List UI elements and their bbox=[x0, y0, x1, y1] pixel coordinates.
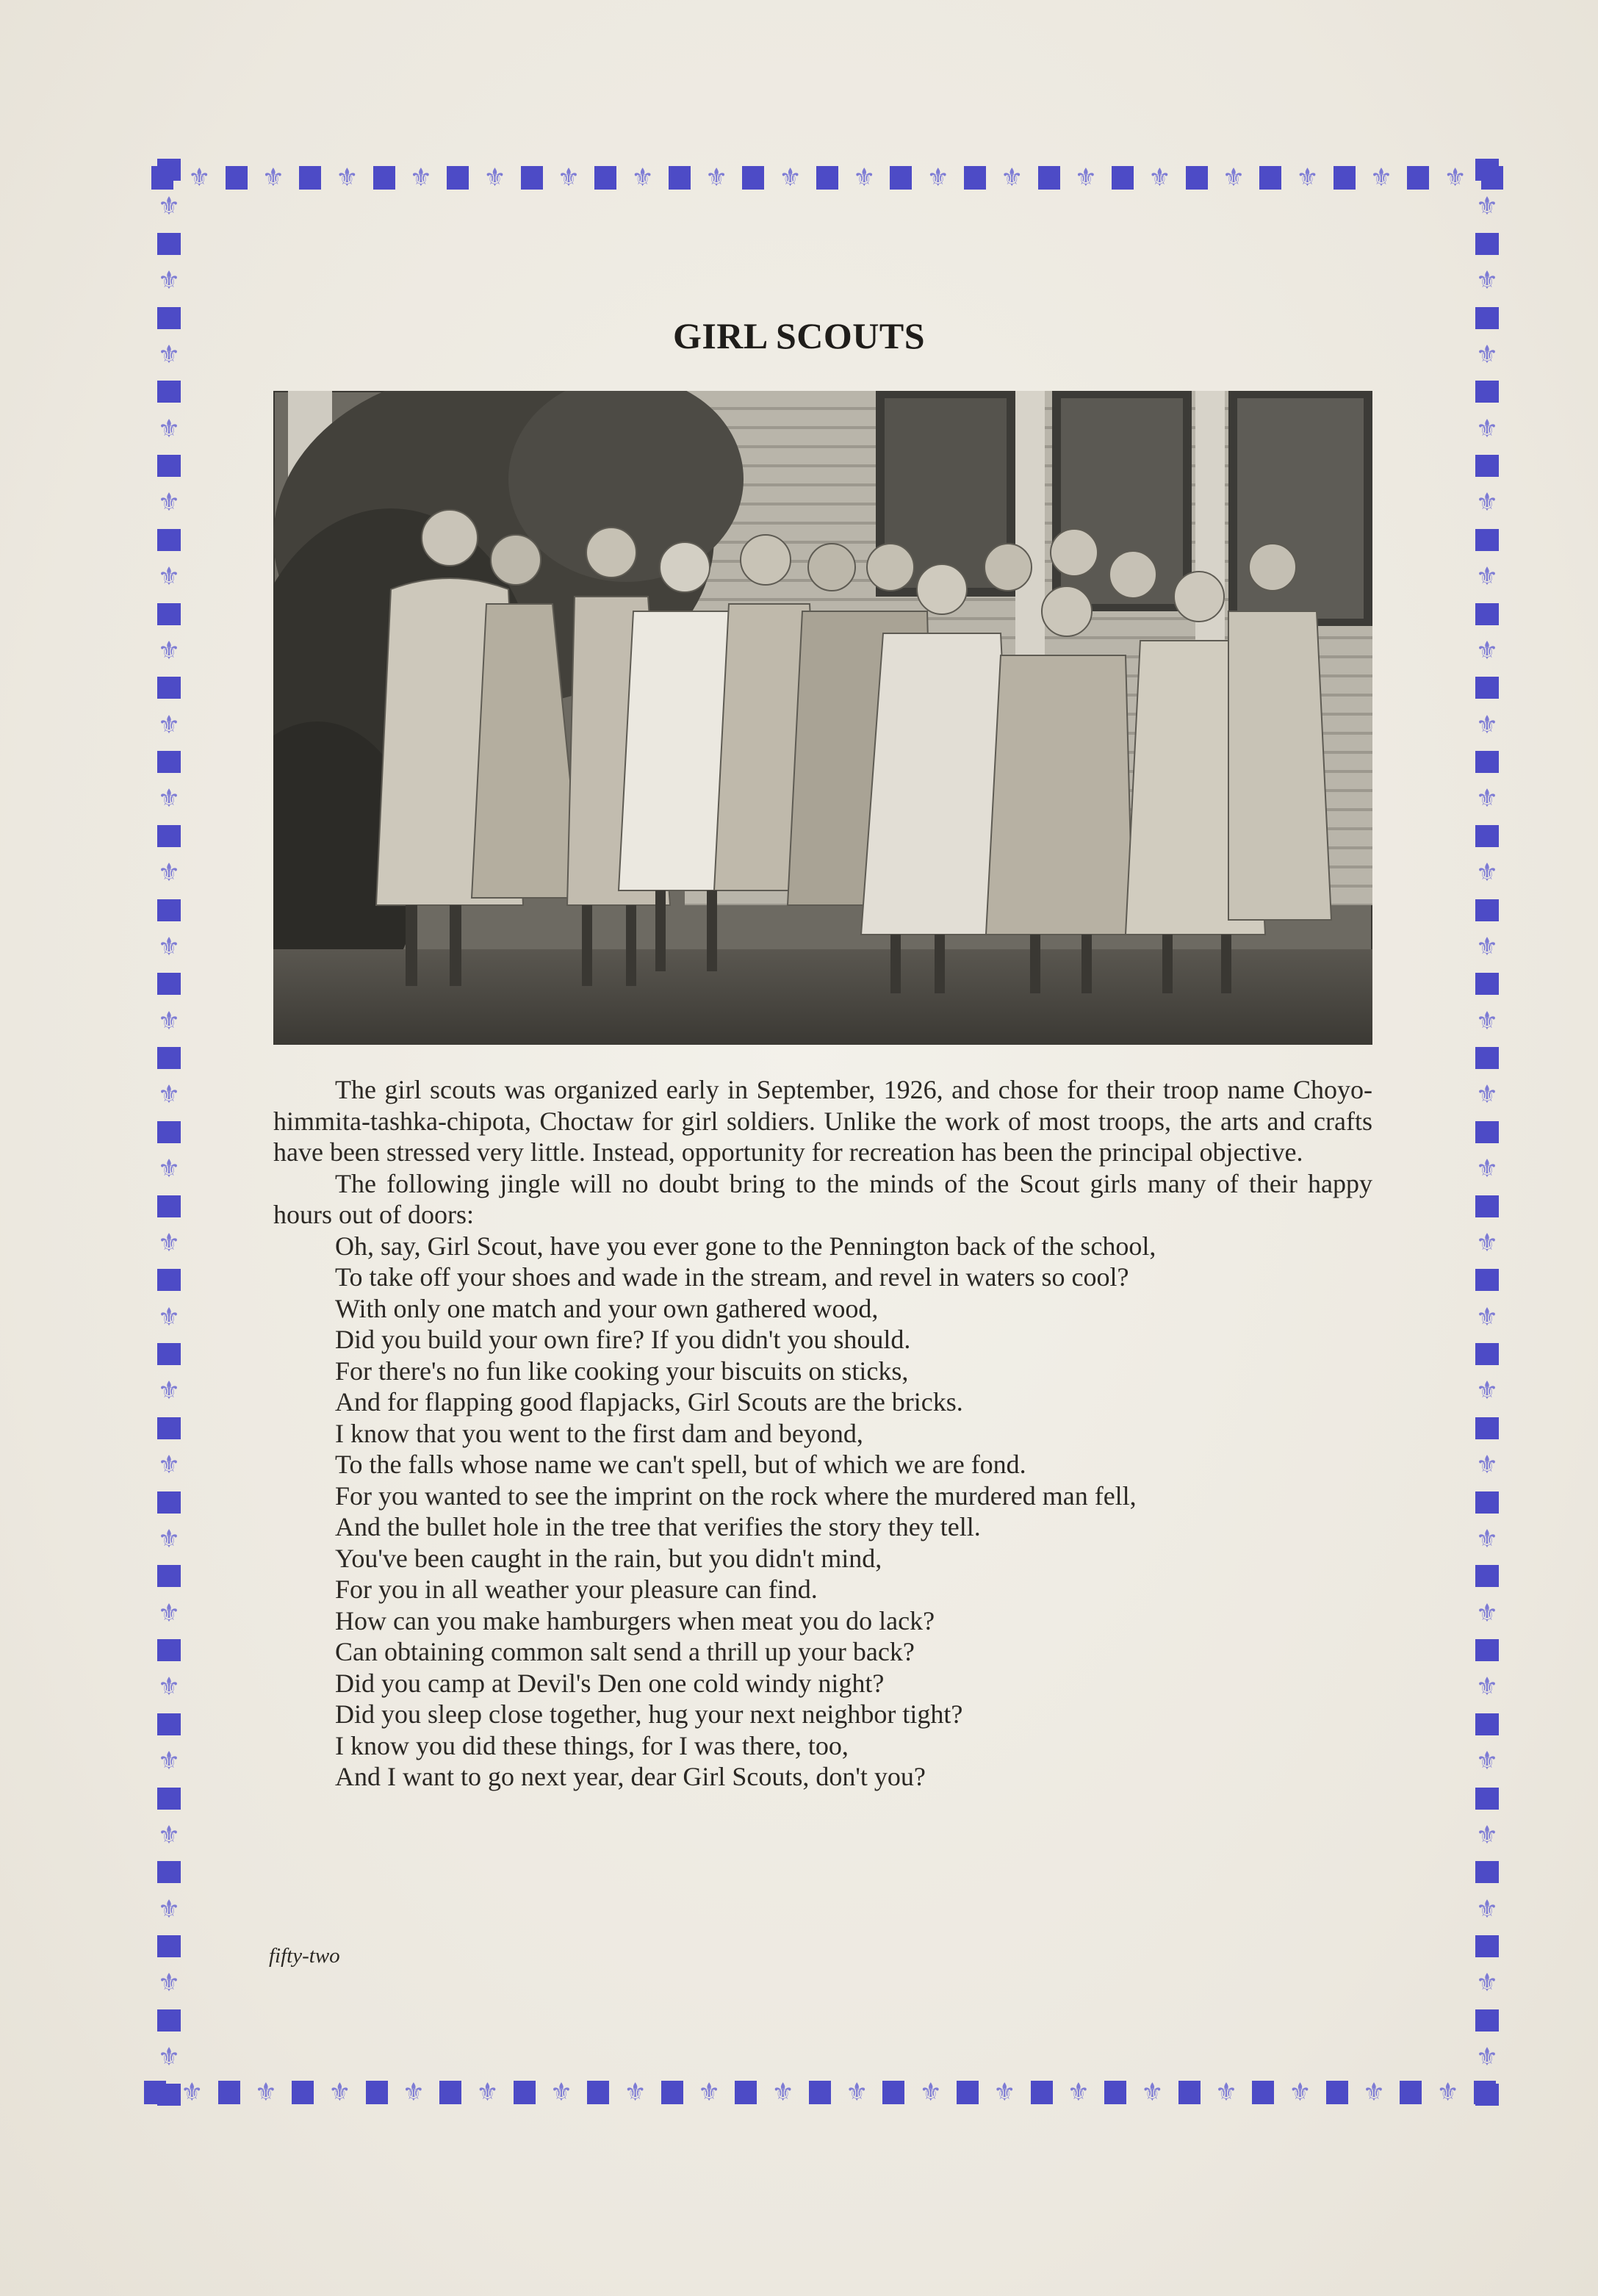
page-number: fifty-two bbox=[269, 1944, 340, 1968]
poem-line: How can you make hamburgers when meat you do lack? bbox=[335, 1605, 935, 1635]
fleur-de-lis-icon: ⚜ bbox=[1475, 1820, 1499, 1850]
border-square bbox=[1475, 1491, 1499, 1514]
border-square bbox=[157, 973, 181, 995]
fleur-de-lis-icon: ⚜ bbox=[157, 932, 181, 962]
fleur-de-lis-icon: ⚜ bbox=[157, 488, 181, 518]
fleur-de-lis-icon: ⚜ bbox=[157, 636, 181, 666]
border-square bbox=[669, 166, 691, 190]
fleur-de-lis-icon: ⚜ bbox=[1475, 1968, 1499, 1998]
border-square bbox=[447, 166, 469, 190]
border-square bbox=[1475, 1195, 1499, 1217]
border-square bbox=[1475, 603, 1499, 625]
fleur-de-lis-icon: ⚜ bbox=[157, 339, 181, 370]
fleur-de-lis-icon: ⚜ bbox=[157, 1968, 181, 1998]
border-square bbox=[661, 2081, 683, 2104]
fleur-de-lis-icon: ⚜ bbox=[1214, 2078, 1238, 2107]
border-square bbox=[1475, 455, 1499, 477]
border-square bbox=[157, 751, 181, 773]
fleur-de-lis-icon: ⚜ bbox=[157, 1228, 181, 1258]
border-square bbox=[1112, 166, 1134, 190]
fleur-de-lis-icon: ⚜ bbox=[157, 414, 181, 444]
border-square bbox=[890, 166, 912, 190]
fleur-de-lis-icon: ⚜ bbox=[779, 163, 802, 192]
border-square bbox=[1031, 2081, 1053, 2104]
fleur-de-lis-icon: ⚜ bbox=[1436, 2078, 1459, 2107]
border-square bbox=[882, 2081, 904, 2104]
border-square bbox=[1334, 166, 1356, 190]
fleur-de-lis-icon: ⚜ bbox=[697, 2078, 721, 2107]
border-left bbox=[150, 159, 188, 2106]
poem-line: I know that you went to the first dam and beyond, bbox=[335, 1418, 863, 1448]
fleur-de-lis-icon: ⚜ bbox=[157, 710, 181, 740]
fleur-de-lis-icon: ⚜ bbox=[1475, 1746, 1499, 1777]
poem-line: Can obtaining common salt send a thrill up your back? bbox=[335, 1637, 915, 1666]
fleur-de-lis-icon: ⚜ bbox=[1475, 1302, 1499, 1332]
fleur-de-lis-icon: ⚜ bbox=[157, 1154, 181, 1184]
border-square bbox=[157, 825, 181, 847]
poem-line: For there's no fun like cooking your biscuits on sticks, bbox=[335, 1356, 909, 1386]
fleur-de-lis-icon: ⚜ bbox=[157, 784, 181, 814]
fleur-de-lis-icon: ⚜ bbox=[1362, 2078, 1386, 2107]
fleur-de-lis-icon: ⚜ bbox=[1001, 163, 1023, 192]
fleur-de-lis-icon: ⚜ bbox=[157, 1598, 181, 1628]
border-square bbox=[1475, 899, 1499, 921]
fleur-de-lis-icon: ⚜ bbox=[336, 163, 359, 192]
fleur-de-lis-icon: ⚜ bbox=[1475, 192, 1499, 222]
fleur-de-lis-icon: ⚜ bbox=[402, 2078, 425, 2107]
border-square bbox=[157, 1195, 181, 1217]
border-square bbox=[157, 381, 181, 403]
fleur-de-lis-icon: ⚜ bbox=[1475, 1524, 1499, 1554]
poem-line: Did you sleep close together, hug your next neighbor tight? bbox=[335, 1699, 963, 1729]
fleur-de-lis-icon: ⚜ bbox=[919, 2078, 942, 2107]
fleur-de-lis-icon: ⚜ bbox=[852, 163, 876, 192]
fleur-de-lis-icon: ⚜ bbox=[157, 1672, 181, 1702]
fleur-de-lis-icon: ⚜ bbox=[157, 1746, 181, 1777]
fleur-de-lis-icon: ⚜ bbox=[157, 1080, 181, 1110]
fleur-de-lis-icon: ⚜ bbox=[1289, 2078, 1311, 2107]
poem-line: And I want to go next year, dear Girl Scouts, don't you? bbox=[335, 1762, 926, 1791]
poem-line: For you in all weather your pleasure can find. bbox=[335, 1575, 818, 1604]
fleur-de-lis-icon: ⚜ bbox=[157, 1450, 181, 1480]
border-square bbox=[157, 1565, 181, 1587]
border-square bbox=[1475, 1417, 1499, 1439]
fleur-de-lis-icon: ⚜ bbox=[328, 2078, 351, 2107]
border-square bbox=[157, 1417, 181, 1439]
fleur-de-lis-icon: ⚜ bbox=[624, 2078, 647, 2107]
border-square bbox=[1475, 2084, 1499, 2106]
border-square bbox=[157, 1861, 181, 1883]
border-top bbox=[151, 159, 1503, 197]
fleur-de-lis-icon: ⚜ bbox=[550, 2078, 573, 2107]
fleur-de-lis-icon: ⚜ bbox=[926, 163, 949, 192]
border-square bbox=[1475, 1565, 1499, 1587]
poem-line: For you wanted to see the imprint on the rock where the murdered man fell, bbox=[335, 1480, 1137, 1511]
border-square bbox=[1475, 973, 1499, 995]
border-square bbox=[157, 1343, 181, 1365]
fleur-de-lis-icon: ⚜ bbox=[1475, 2043, 1499, 2073]
fleur-de-lis-icon: ⚜ bbox=[705, 163, 728, 192]
poem-line: Did you camp at Devil's Den one cold windy night? bbox=[335, 1668, 885, 1698]
border-square bbox=[157, 2084, 181, 2106]
poem bbox=[273, 1231, 1372, 1793]
border-square bbox=[1475, 1861, 1499, 1883]
poem-line: With only one match and your own gathered wood, bbox=[335, 1293, 879, 1323]
jingle-intro-paragraph: The following jingle will no doubt bring to the minds of the Scout girls many of their happy hours out of doors: bbox=[273, 1168, 1372, 1229]
border-square bbox=[1475, 1713, 1499, 1735]
border-bottom bbox=[144, 2073, 1496, 2112]
fleur-de-lis-icon: ⚜ bbox=[254, 2078, 278, 2107]
border-square bbox=[157, 455, 181, 477]
border-square bbox=[157, 603, 181, 625]
border-square bbox=[157, 1935, 181, 1957]
fleur-de-lis-icon: ⚜ bbox=[157, 1302, 181, 1332]
fleur-de-lis-icon: ⚜ bbox=[157, 858, 181, 888]
fleur-de-lis-icon: ⚜ bbox=[157, 1006, 181, 1036]
border-square bbox=[521, 166, 543, 190]
fleur-de-lis-icon: ⚜ bbox=[993, 2078, 1016, 2107]
border-square bbox=[1475, 159, 1499, 181]
border-square bbox=[1326, 2081, 1348, 2104]
fleur-de-lis-icon: ⚜ bbox=[157, 2043, 181, 2073]
group-photo bbox=[273, 391, 1372, 1045]
poem-line: Did you build your own fire? If you didn't you should. bbox=[335, 1325, 911, 1354]
border-square bbox=[1475, 677, 1499, 699]
fleur-de-lis-icon: ⚜ bbox=[1475, 710, 1499, 740]
border-square bbox=[1475, 1269, 1499, 1291]
fleur-de-lis-icon: ⚜ bbox=[1475, 1228, 1499, 1258]
border-square bbox=[587, 2081, 609, 2104]
border-square bbox=[735, 2081, 757, 2104]
fleur-de-lis-icon: ⚜ bbox=[1475, 1080, 1499, 1110]
fleur-de-lis-icon: ⚜ bbox=[1475, 1376, 1499, 1406]
border-square bbox=[1178, 2081, 1201, 2104]
border-square bbox=[1038, 166, 1060, 190]
fleur-de-lis-icon: ⚜ bbox=[1475, 1672, 1499, 1702]
fleur-de-lis-icon: ⚜ bbox=[1475, 1154, 1499, 1184]
fleur-de-lis-icon: ⚜ bbox=[181, 2078, 204, 2107]
intro-paragraph: The girl scouts was organized early in September, 1926, and chose for their troop name Choyo-himmita-tashka-chipota, Choctaw for girl soldiers. Unlike the work of most troops, the arts and crafts have been stressed very little. Instead, opportunity for recreation has been the principal objective. bbox=[273, 1075, 1372, 1167]
border-square bbox=[157, 233, 181, 255]
fleur-de-lis-icon: ⚜ bbox=[1444, 163, 1466, 192]
border-square bbox=[157, 159, 181, 181]
border-square bbox=[292, 2081, 314, 2104]
poem-line: To the falls whose name we can't spell, but of which we are fond. bbox=[335, 1450, 1026, 1479]
border-square bbox=[1186, 166, 1208, 190]
border-square bbox=[373, 166, 395, 190]
poem-line: And for flapping good flapjacks, Girl Scouts are the bricks. bbox=[335, 1387, 963, 1417]
border-square bbox=[226, 166, 248, 190]
fleur-de-lis-icon: ⚜ bbox=[557, 163, 580, 192]
border-square bbox=[594, 166, 616, 190]
fleur-de-lis-icon: ⚜ bbox=[1141, 2078, 1164, 2107]
fleur-de-lis-icon: ⚜ bbox=[1370, 163, 1393, 192]
fleur-de-lis-icon: ⚜ bbox=[1475, 414, 1499, 444]
fleur-de-lis-icon: ⚜ bbox=[1475, 266, 1499, 296]
border-square bbox=[809, 2081, 831, 2104]
article-text bbox=[273, 1074, 1372, 1793]
poem-line: You've been caught in the rain, but you didn't mind, bbox=[335, 1543, 882, 1573]
fleur-de-lis-icon: ⚜ bbox=[1475, 858, 1499, 888]
border-square bbox=[1104, 2081, 1126, 2104]
border-square bbox=[1475, 529, 1499, 551]
border-square bbox=[157, 1639, 181, 1661]
fleur-de-lis-icon: ⚜ bbox=[1475, 1894, 1499, 1924]
border-square bbox=[1475, 1047, 1499, 1069]
border-square bbox=[439, 2081, 461, 2104]
fleur-de-lis-icon: ⚜ bbox=[1148, 163, 1171, 192]
border-square bbox=[1475, 381, 1499, 403]
fleur-de-lis-icon: ⚜ bbox=[409, 163, 433, 192]
fleur-de-lis-icon: ⚜ bbox=[1475, 488, 1499, 518]
border-square bbox=[299, 166, 321, 190]
fleur-de-lis-icon: ⚜ bbox=[771, 2078, 794, 2107]
fleur-de-lis-icon: ⚜ bbox=[188, 163, 211, 192]
fleur-de-lis-icon: ⚜ bbox=[1475, 562, 1499, 592]
page-title: GIRL SCOUTS bbox=[672, 315, 926, 356]
border-square bbox=[366, 2081, 388, 2104]
fleur-de-lis-icon: ⚜ bbox=[1475, 636, 1499, 666]
fleur-de-lis-icon: ⚜ bbox=[262, 163, 285, 192]
border-square bbox=[157, 899, 181, 921]
border-square bbox=[1475, 2009, 1499, 2032]
border-square bbox=[816, 166, 838, 190]
border-square bbox=[218, 2081, 240, 2104]
border-square bbox=[1475, 1343, 1499, 1365]
fleur-de-lis-icon: ⚜ bbox=[1475, 932, 1499, 962]
border-square bbox=[742, 166, 764, 190]
border-square bbox=[1252, 2081, 1274, 2104]
fleur-de-lis-icon: ⚜ bbox=[157, 1376, 181, 1406]
border-square bbox=[957, 2081, 979, 2104]
border-square bbox=[1475, 751, 1499, 773]
border-right bbox=[1468, 159, 1506, 2106]
border-square bbox=[1259, 166, 1281, 190]
border-square bbox=[1400, 2081, 1422, 2104]
border-square bbox=[964, 166, 986, 190]
fleur-de-lis-icon: ⚜ bbox=[845, 2078, 868, 2107]
border-square bbox=[1475, 233, 1499, 255]
poem-line: I know you did these things, for I was there, too, bbox=[335, 1730, 849, 1760]
fleur-de-lis-icon: ⚜ bbox=[157, 562, 181, 592]
poem-line: To take off your shoes and wade in the stream, and revel in waters so cool? bbox=[335, 1262, 1129, 1292]
border-square bbox=[1475, 825, 1499, 847]
fleur-de-lis-icon: ⚜ bbox=[157, 192, 181, 222]
fleur-de-lis-icon: ⚜ bbox=[157, 1894, 181, 1924]
fleur-de-lis-icon: ⚜ bbox=[631, 163, 654, 192]
border-square bbox=[157, 1788, 181, 1810]
border-square bbox=[1407, 166, 1429, 190]
fleur-de-lis-icon: ⚜ bbox=[157, 1820, 181, 1850]
poem-line: Oh, say, Girl Scout, have you ever gone to the Pennington back of the school, bbox=[335, 1231, 1156, 1261]
fleur-de-lis-icon: ⚜ bbox=[476, 2078, 499, 2107]
fleur-de-lis-icon: ⚜ bbox=[1475, 1598, 1499, 1628]
fleur-de-lis-icon: ⚜ bbox=[1222, 163, 1245, 192]
border-square bbox=[1475, 1935, 1499, 1957]
border-square bbox=[157, 1713, 181, 1735]
border-square bbox=[1475, 1639, 1499, 1661]
fleur-de-lis-icon: ⚜ bbox=[1475, 784, 1499, 814]
fleur-de-lis-icon: ⚜ bbox=[1475, 1006, 1499, 1036]
border-square bbox=[157, 1121, 181, 1143]
border-square bbox=[157, 677, 181, 699]
border-square bbox=[157, 2009, 181, 2032]
border-square bbox=[514, 2081, 536, 2104]
fleur-de-lis-icon: ⚜ bbox=[1074, 163, 1098, 192]
border-square bbox=[1475, 1121, 1499, 1143]
fleur-de-lis-icon: ⚜ bbox=[483, 163, 506, 192]
poem-line: And the bullet hole in the tree that verifies the story they tell. bbox=[335, 1512, 981, 1541]
border-square bbox=[157, 1269, 181, 1291]
fleur-de-lis-icon: ⚜ bbox=[1475, 1450, 1499, 1480]
fleur-de-lis-icon: ⚜ bbox=[1067, 2078, 1090, 2107]
fleur-de-lis-icon: ⚜ bbox=[157, 1524, 181, 1554]
border-square bbox=[157, 1491, 181, 1514]
border-square bbox=[1475, 1788, 1499, 1810]
fleur-de-lis-icon: ⚜ bbox=[1296, 163, 1319, 192]
border-square bbox=[157, 529, 181, 551]
fleur-de-lis-icon: ⚜ bbox=[1475, 339, 1499, 370]
border-square bbox=[157, 1047, 181, 1069]
fleur-de-lis-icon: ⚜ bbox=[157, 266, 181, 296]
